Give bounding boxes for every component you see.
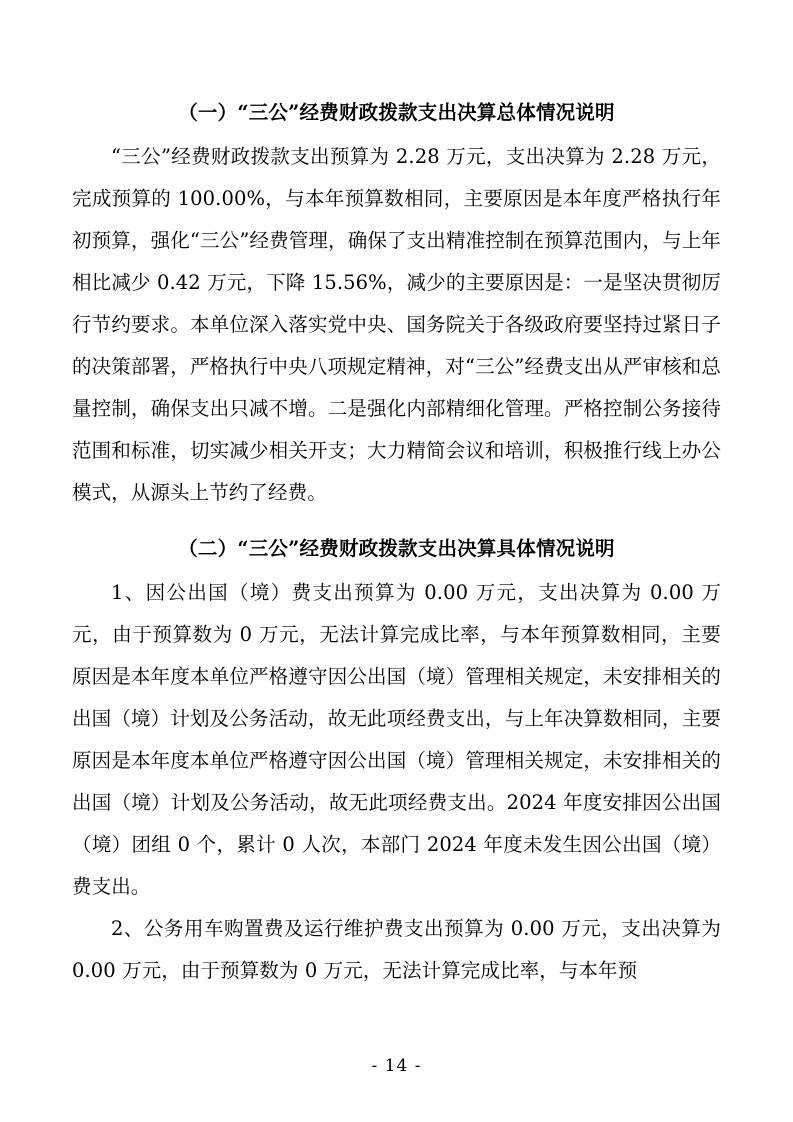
document-body (72, 92, 721, 992)
section-2-paragraph-2: 2、公务用车购置费及运行维护费支出预算为 0.00 万元，支出决算为 0.00 万元，由于预算数为 0 万元，无法计算完成比率，与本年预 (72, 917, 721, 982)
section-1-paragraph-1: “三公”经费财政拨款支出预算为 2.28 万元，支出决算为 2.28 万元，完成预算的 100.00%，与本年预算数相同，主要原因是本年度严格执行年初预算，强化“三公”经费管理，确保了支出精准控制在预算范围内，与上年相比减少 0.42 万元，下降 15.56%，减少的主要原因是：一是坚决贯彻厉行节约要求。本单位深入落实党中央、国务院关于各级政府要坚持过紧日子的决策部署，严格执行中央八项规定精神，对“三公”经费支出从严审核和总量控制，确保支出只减不增。二是强化内部精细化管理。严格控制公务接待范围和标准，切实减少相关开支；大力精简会议和培训，积极推行线上办公模式，从源头上节约了经费。 (72, 145, 721, 504)
section-heading-2: （二）“三公”经费财政拨款支出决算具体情况说明 (178, 537, 615, 560)
section-heading-1: （一）“三公”经费财政拨款支出决算总体情况说明 (178, 101, 615, 124)
section-2-paragraph-1: 1、因公出国（境）费支出预算为 0.00 万元，支出决算为 0.00 万元，由于预算数为 0 万元，无法计算完成比率，与本年预算数相同，主要原因是本年度本单位严格遵守因公出国（境）管理相关规定，未安排相关的出国（境）计划及公务活动，故无此项经费支出，与上年决算数相同，主要原因是本年度本单位严格遵守因公出国（境）管理相关规定，未安排相关的出国（境）计划及公务活动，故无此项经费支出。2024 年度安排因公出国（境）团组 0 个，累计 0 人次，本部门 2024 年度未发生因公出国（境）费支出。 (72, 581, 721, 898)
page-number: - 14 - (371, 1056, 422, 1076)
